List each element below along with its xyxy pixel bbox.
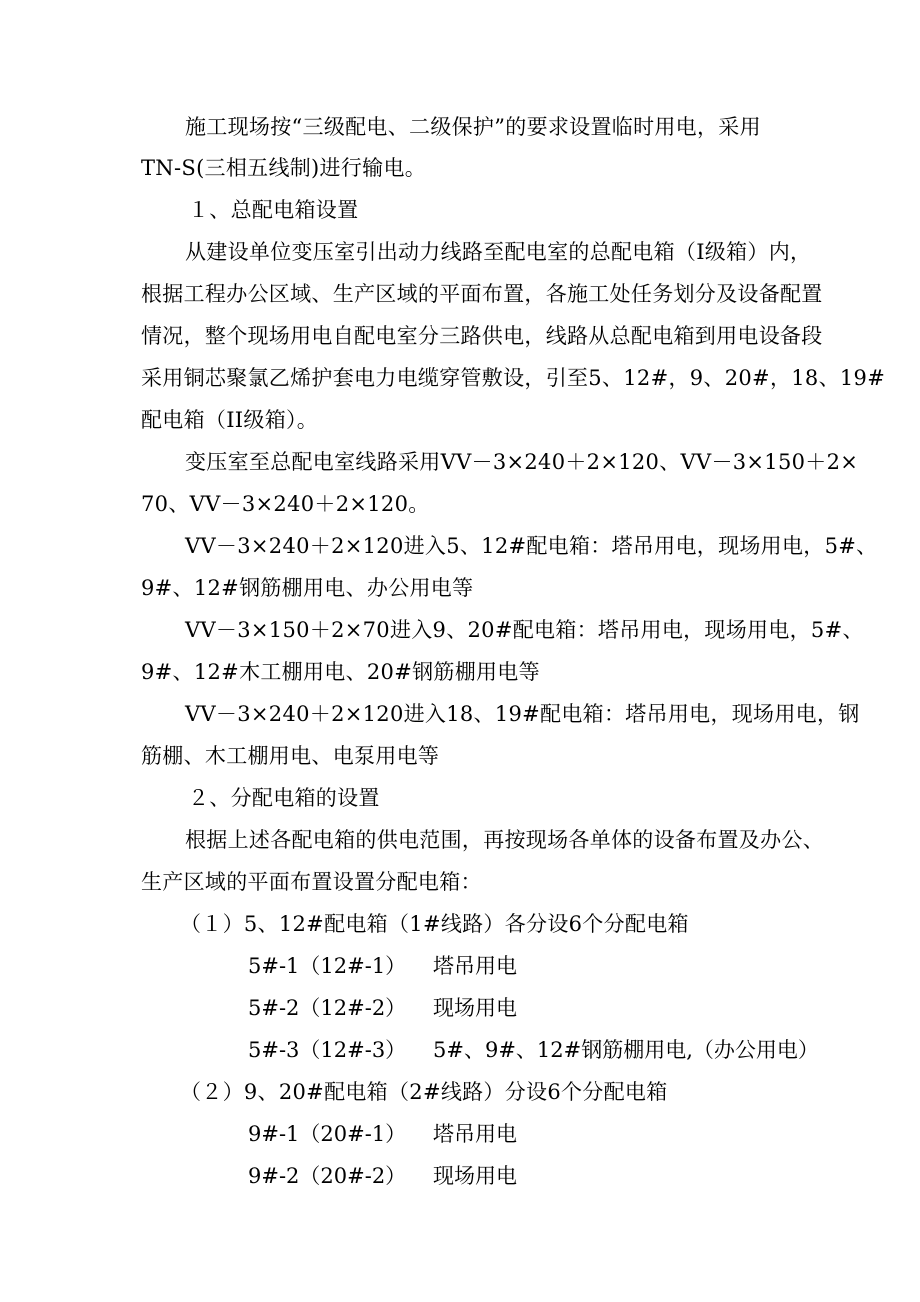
section-1-para-5-line-1: VV－3×240＋2×120进入18、19#配电箱：塔吊用电，现场用电，钢 [185,702,860,726]
group-2-row-2-use: 现场用电 [433,1164,517,1188]
section-1-para-1-line-5: 配电箱（II级箱）。 [141,408,319,432]
section-1-para-3-line-2: 9#、12#钢筋棚用电、办公用电等 [141,576,474,600]
section-1-para-4-line-1: VV－3×150＋2×70进入9、20#配电箱：塔吊用电，现场用电，5#、 [185,618,864,642]
group-1-row-3-box: 5#-3（12#-3） [248,1038,407,1062]
group-1-row-2-use: 现场用电 [433,996,517,1020]
intro-line-1: 施工现场按“三级配电、二级保护”的要求设置临时用电，采用 [185,115,761,139]
section-1-para-2-line-1: 变压室至总配电室线路采用VV－3×240＋2×120、VV－3×150＋2× [185,450,859,474]
section-2-para-1-line-1: 根据上述各配电箱的供电范围，再按现场各单体的设备布置及办公、 [185,828,824,852]
section-1-para-5-line-2: 筋棚、木工棚用电、电泵用电等 [141,744,440,768]
group-2-row-1-box: 9#-1（20#-1） [248,1122,407,1146]
section-1-para-1-line-2: 根据工程办公区域、生产区域的平面布置，各施工处任务划分及设备配置 [141,282,823,306]
section-1-para-4-line-2: 9#、12#木工棚用电、20#钢筋棚用电等 [141,660,540,684]
group-1-row-1-box: 5#-1（12#-1） [248,954,407,978]
intro-line-2: TN-S(三相五线制)进行输电。 [141,156,427,180]
section-1-para-1-line-4: 采用铜芯聚氯乙烯护套电力电缆穿管敷设，引至5、12#，9、20#，18、19# [141,366,886,390]
group-2-title: （２）9、20#配电箱（2#线路）分设6个分配电箱 [180,1080,668,1104]
group-1-row-2-box: 5#-2（12#-2） [248,996,407,1020]
section-1-para-1-line-3: 情况，整个现场用电自配电室分三路供电，线路从总配电箱到用电设备段 [141,324,823,348]
group-1-row-3-use: 5#、9#、12#钢筋棚用电,（办公用电） [433,1038,819,1062]
group-1-title: （１）5、12#配电箱（1#线路）各分设6个分配电箱 [180,912,689,936]
section-1-para-2-line-2: 70、VV－3×240＋2×120。 [141,492,430,516]
section-1-para-1-line-1: 从建设单位变压室引出动力线路至配电室的总配电箱（I级箱）内， [185,240,812,264]
section-2-heading: ２、分配电箱的设置 [188,786,380,810]
section-1-heading: １、总配电箱设置 [188,198,359,222]
section-1-para-3-line-1: VV－3×240＋2×120进入5、12#配电箱：塔吊用电，现场用电，5#、 [185,534,878,558]
group-1-row-1-use: 塔吊用电 [433,954,517,978]
group-2-row-2-box: 9#-2（20#-2） [248,1164,407,1188]
section-2-para-1-line-2: 生产区域的平面布置设置分配电箱： [141,870,482,894]
group-2-row-1-use: 塔吊用电 [433,1122,517,1146]
